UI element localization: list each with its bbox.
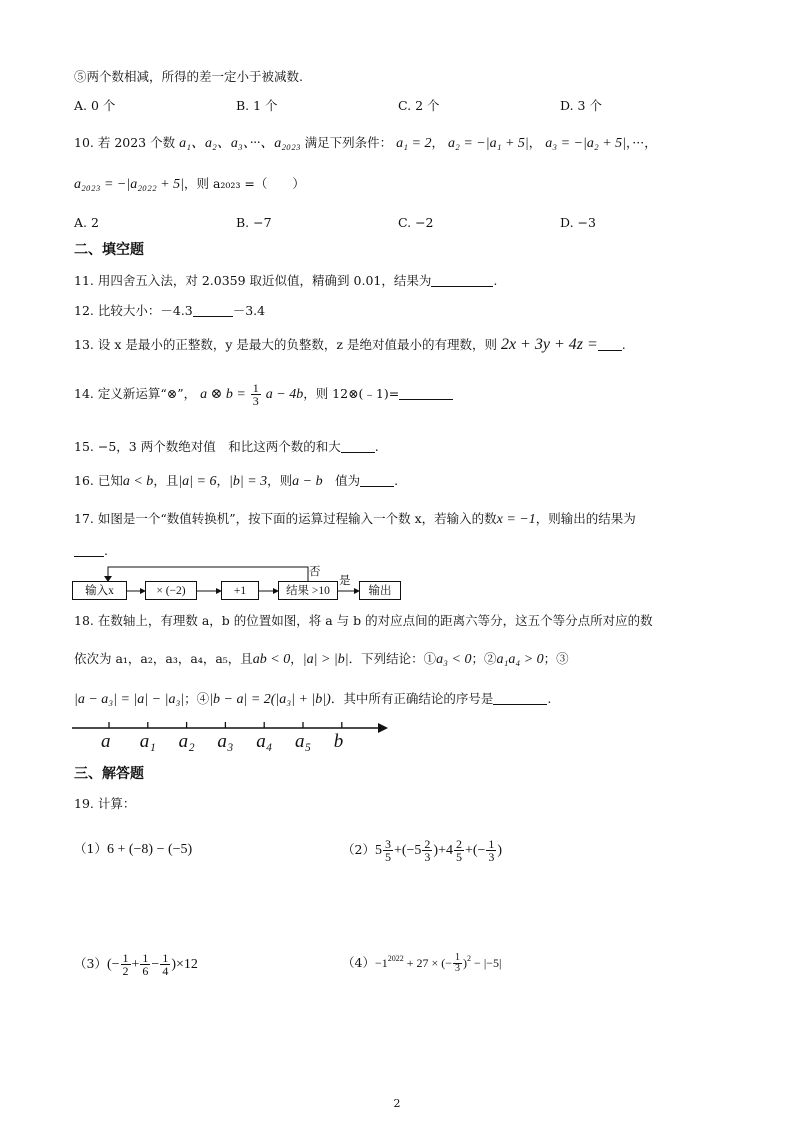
- q16-answer-blank[interactable]: [360, 474, 394, 487]
- q10-sequence: a₁、a₂、a₃、···、a₂₀₂₃: [179, 136, 301, 151]
- q18-line1: 18. 在数轴上，有理数 a，b 的位置如图，将 a 与 b 的对应点间的距离六等分，这五个等分点所对应的数: [74, 613, 653, 628]
- q12-left: 12. 比较大小：－4.3: [74, 303, 193, 318]
- q19-part-1: [74, 840, 192, 859]
- q15: 15. −5，3 两个数绝对值 和比这两个数的和大 .: [74, 439, 379, 454]
- axis-label: a₅: [295, 731, 312, 752]
- axis-label: a₄: [256, 731, 273, 752]
- q15-text: 15. −5，3 两个数绝对值 和比这两个数的和大: [74, 439, 341, 454]
- q10-option-c: C. −2: [398, 215, 434, 230]
- q10-option-a: A. 2: [74, 215, 99, 230]
- flow-multiply-box: × (−2): [145, 581, 197, 600]
- q14-numerator: 1: [252, 381, 259, 395]
- axis-label: a₂: [178, 731, 195, 752]
- q10-cond-3: a₃ = −|a₂ + 5|: [545, 136, 627, 151]
- q16-expr-1: a < b: [122, 474, 154, 489]
- q14-expression-right: a − 4b: [265, 387, 304, 402]
- q18-line2-g: ；②: [471, 651, 497, 666]
- q10-condition: 满足下列条件：: [304, 135, 393, 150]
- q18-line3: |a − a₃| = |a| − |a₃|；④|b − a| = 2(|a₃| + |b|)．其中所有正确结论的序号是 .: [74, 691, 552, 707]
- q10-cond-2: a₂ = −|a₁ + 5|: [447, 136, 529, 151]
- q18-line3-a: |a − a₃| = |a| − |a₃|: [74, 692, 185, 707]
- q17-text: 17. 如图是一个“数值转换机”，按下面的运算过程输入一个数 x，若输入的数: [74, 511, 497, 526]
- q18-number-line: [0, 716, 794, 762]
- q9-option-d: D. 3 个: [560, 98, 602, 113]
- q18-line3-d: ．其中所有正确结论的序号是: [330, 691, 494, 706]
- q10-prefix: 10. 若 2023 个数: [74, 135, 176, 150]
- q19-p2-label: （2）: [342, 842, 375, 857]
- q19-title: 19. 计算：: [74, 796, 136, 811]
- q16-text-c: ，则: [267, 473, 293, 488]
- flow-check-box: 结果 >10: [278, 581, 338, 600]
- q18-line2-d: |a| > |b|: [302, 652, 349, 667]
- flow-no-label: 否: [309, 564, 321, 578]
- q18-line2-a: 依次为 a₁，a₂，a₃，a₄，a₅，且: [74, 651, 253, 666]
- q19-part-2: （2）5 $\frac{3}{5}$ +(−5 $\frac{2}{3}$ )+4 $\frac{2}{5}$ +(− $\frac{1}{3}$ ): [342, 837, 503, 864]
- q14: [74, 382, 453, 407]
- q14-text: 14. 定义新运算“⊗”，: [74, 386, 197, 401]
- q16-text-a: 16. 已知: [74, 473, 123, 488]
- q14-question: ，则 12⊗(﹣1)=: [303, 386, 400, 401]
- q18-line2-i: ；③: [543, 651, 569, 666]
- q15-answer-blank[interactable]: [341, 440, 375, 453]
- q9-option-a: A. 0 个: [74, 98, 116, 113]
- q10-option-b: B. −7: [236, 215, 272, 230]
- q9-statement-5: ⑤两个数相减，所得的差一定小于被减数.: [74, 69, 303, 84]
- q19-p3-label: （3）: [74, 956, 107, 971]
- flow-add-box: +1: [221, 581, 259, 600]
- q18-line3-b: ；④: [184, 691, 210, 706]
- q13-answer-blank[interactable]: [598, 338, 622, 351]
- q14-expression-left: a ⊗ b =: [200, 387, 246, 402]
- flow-yes-label: 是: [339, 573, 351, 587]
- q11: 11. 用四舍五入法，对 2.0359 取近似值，精确到 0.01，结果为 .: [74, 273, 498, 288]
- q9-option-b: B. 1 个: [236, 98, 278, 113]
- q10-dots: ，···，: [626, 135, 657, 150]
- q12-right: －3.4: [232, 303, 266, 318]
- q18-line2-f: a₃ < 0: [436, 652, 472, 667]
- q13-expression: 2x + 3y + 4z =: [500, 336, 598, 353]
- q18-line2-b: ab < 0: [252, 652, 291, 667]
- q16-expr-2: |a| = 6: [178, 474, 217, 489]
- q18-line2-h: a₁a₄ > 0: [496, 652, 544, 667]
- q18-line2: [74, 650, 569, 669]
- q9-option-c: C. 2 个: [398, 98, 440, 113]
- axis-label: b: [333, 731, 344, 752]
- q14-fraction: [251, 382, 261, 407]
- q10-question: ，则 a₂₀₂₃ =（ ）: [183, 176, 305, 191]
- q10-cond-4: a₂₀₂₃ = −|a₂₀₂₂ + 5|: [74, 177, 184, 192]
- q17-answer-blank[interactable]: [74, 544, 104, 557]
- q17-question: ，则输出的结果为: [535, 511, 636, 526]
- axis-label: a: [101, 731, 111, 752]
- q18-line2-e: ．下列结论：①: [348, 651, 437, 666]
- q17-condition: x = −1: [496, 512, 536, 527]
- q18-answer-blank[interactable]: [493, 692, 547, 705]
- q10-cond-1: a₁ = 2: [396, 136, 432, 151]
- q19-part-4: $(4)-1^{2022} + 27$ × (− $\frac{1}{3}$ )$^2$ − |−5|: [342, 952, 502, 974]
- q17-line1: [74, 510, 636, 529]
- flow-output-box: 输出: [359, 581, 401, 600]
- q13: 13. 设 x 是最小的正整数，y 是最大的负整数，z 是绝对值最小的有理数，则 2x + 3y + 4z = .: [74, 336, 626, 353]
- q19-part-3: （3）(− $\frac{1}{2}$ + $\frac{1}{6}$ − $\frac{1}{4}$ )×12: [74, 951, 198, 978]
- q16-text-b: ，且: [153, 473, 179, 488]
- q14-denominator: 3: [252, 394, 259, 408]
- q13-text: 13. 设 x 是最小的正整数，y 是最大的负整数，z 是绝对值最小的有理数，则: [74, 337, 497, 352]
- q16-text-d: 值为: [322, 473, 361, 488]
- q14-answer-blank[interactable]: [399, 387, 453, 400]
- q11-answer-blank[interactable]: [431, 274, 493, 287]
- flow-input-box: 输入x: [72, 581, 127, 600]
- q11-text: 11. 用四舍五入法，对 2.0359 取近似值，精确到 0.01，结果为: [74, 273, 432, 288]
- axis-label: a₃: [217, 731, 234, 752]
- page-number: 2: [393, 1097, 401, 1110]
- q10-option-d: D. −3: [560, 215, 596, 230]
- q10-line1: 10. 若 2023 个数 a₁、a₂、a₃、···、a₂₀₂₃ 满足下列条件： a₁ = 2， a₂ = −|a₁ + 5|， a₃ = −|a₂ + 5|，···，: [74, 135, 657, 151]
- q18-line3-c: |b − a| = 2(|a₃| + |b|): [209, 692, 331, 707]
- q17-line2: .: [74, 542, 108, 560]
- q19-p1-expression: 6 + (−8) − (−5): [106, 842, 193, 857]
- q10-line2: [74, 175, 305, 194]
- section-fill-in-title: 二、填空题: [74, 242, 144, 258]
- q16-expr-3: |b| = 3: [229, 474, 268, 489]
- q16: 16. 已知a < b，且|a| = 6，|b| = 3，则a − b 值为 .: [74, 473, 399, 489]
- q19-p4-label: （4）: [342, 955, 375, 970]
- q18-line2-c: ，: [290, 651, 303, 666]
- q12-answer-blank[interactable]: [193, 304, 233, 317]
- q12: [74, 302, 265, 320]
- section-solve-title: 三、解答题: [74, 766, 144, 782]
- axis-label: a₁: [139, 731, 156, 752]
- q19-p1-label: （1）: [74, 841, 107, 856]
- q16-expr-4: a − b: [292, 474, 323, 489]
